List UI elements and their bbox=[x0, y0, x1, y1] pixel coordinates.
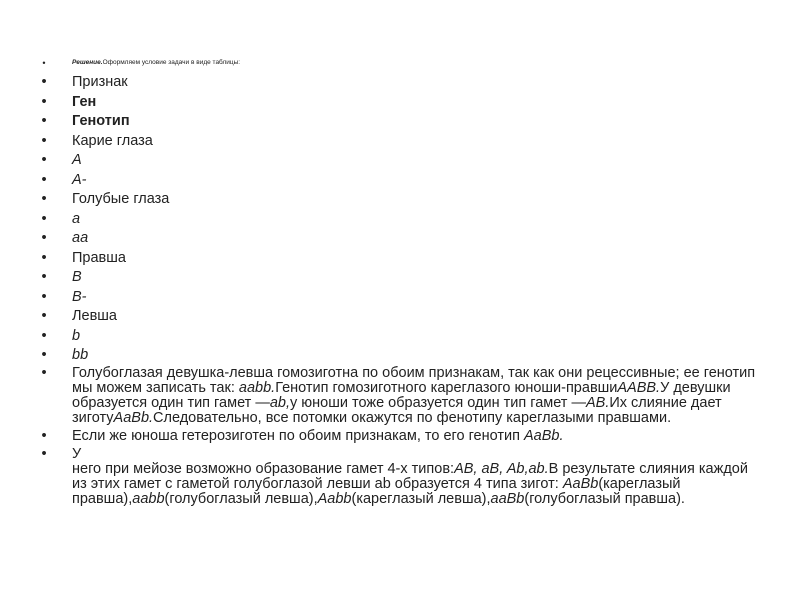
bullet-icon: • bbox=[41, 288, 47, 305]
list-item bbox=[38, 171, 758, 189]
genotype-text: AaBb bbox=[562, 475, 599, 492]
bullet-icon: • bbox=[41, 171, 47, 188]
genotype-text: AB, aB, Ab,ab. bbox=[454, 460, 549, 477]
list-item bbox=[38, 73, 758, 91]
list-item-text: A bbox=[72, 152, 82, 168]
intro-label: Решение. bbox=[72, 59, 103, 66]
list-item-text: Карие глаза bbox=[72, 132, 153, 149]
paragraph-text: Генотип гомозиготного кареглазого юноши-правши bbox=[275, 379, 618, 396]
list-item-text: a bbox=[72, 210, 81, 227]
list-item bbox=[38, 249, 758, 267]
paragraph-text: него при мейозе возможно образование гамет 4-х типов: bbox=[72, 460, 455, 477]
list-item-text: A- bbox=[72, 171, 87, 188]
bullet-icon: • bbox=[41, 445, 47, 462]
list-item-text: b bbox=[72, 327, 81, 344]
list-item bbox=[38, 190, 758, 208]
genotype-text: AABB. bbox=[617, 379, 661, 396]
list-item bbox=[38, 151, 758, 169]
list-item bbox=[38, 346, 758, 364]
paragraph-text: В результате слияния каждой из этих гамет с гаметой голубоглазой левши ab образуется 4 типа зигот: bbox=[72, 460, 748, 492]
list-item-text: Левша bbox=[72, 308, 117, 324]
genotype-text: AaBb. bbox=[524, 427, 564, 444]
genotype-text: aabb bbox=[132, 490, 165, 507]
list-item bbox=[38, 112, 758, 130]
paragraph-text: Их слияние дает зиготу bbox=[72, 394, 722, 426]
list-item bbox=[38, 327, 758, 345]
list-item bbox=[38, 307, 758, 325]
paragraph-text: (кареглазый левша), bbox=[351, 490, 491, 507]
list-item-text: Генотип bbox=[72, 113, 130, 129]
bullet-icon: • bbox=[41, 427, 47, 444]
bullet-icon: • bbox=[41, 364, 47, 381]
list-item bbox=[38, 268, 758, 286]
list-item-text: Голубые глаза bbox=[72, 191, 170, 207]
genotype-text: ab, bbox=[269, 394, 290, 411]
bullet-icon: • bbox=[41, 210, 47, 227]
paragraph-p1 bbox=[38, 366, 758, 426]
paragraph-text: (кареглазый правша), bbox=[72, 475, 681, 507]
genotype-text: aabb. bbox=[238, 379, 276, 396]
bullet-icon: • bbox=[41, 249, 47, 266]
paragraph-text: (голубоглазый левша), bbox=[164, 490, 318, 507]
genotype-text: AB. bbox=[585, 394, 610, 411]
bullet-icon: • bbox=[41, 74, 47, 90]
paragraph-text: У девушки образуется один тип гамет — bbox=[72, 379, 731, 411]
bullet-icon: • bbox=[41, 93, 47, 110]
paragraph-p3 bbox=[38, 447, 758, 507]
paragraph-p2 bbox=[38, 429, 758, 444]
bullet-icon: • bbox=[42, 58, 46, 68]
paragraph-text: Голубоглазая девушка-левша гомозиготна по обоим признакам, так как они рецессивные; ее генотип мы можем записать так: bbox=[72, 364, 756, 396]
bullet-icon: • bbox=[41, 132, 47, 149]
list-item bbox=[38, 229, 758, 247]
bullet-icon: • bbox=[41, 191, 47, 207]
list-item bbox=[38, 288, 758, 306]
bullet-icon: • bbox=[41, 152, 47, 168]
list-item-text: bb bbox=[72, 347, 89, 363]
list-item-text: Ген bbox=[72, 93, 97, 110]
list-item bbox=[38, 210, 758, 228]
intro-line bbox=[38, 57, 758, 69]
bullet-icon: • bbox=[41, 327, 47, 344]
bullet-icon: • bbox=[41, 230, 47, 246]
intro-text: Оформляем условие задачи в виде таблицы: bbox=[102, 59, 241, 66]
genotype-text: aaBb bbox=[490, 490, 525, 507]
bullet-icon: • bbox=[41, 113, 47, 129]
paragraph-text: у юноши тоже образуется один тип гамет — bbox=[290, 394, 586, 411]
list-item bbox=[38, 93, 758, 111]
bullet-icon: • bbox=[41, 308, 47, 324]
list-item-text: B bbox=[72, 269, 82, 285]
genotype-text: Aabb bbox=[317, 490, 352, 507]
paragraph-text: Следовательно, все потомки окажутся по фенотипу кареглазыми правшами. bbox=[153, 409, 672, 426]
list-item bbox=[38, 132, 758, 150]
genotype-text: AaBb. bbox=[113, 409, 154, 426]
list-item-text: Правша bbox=[72, 249, 126, 266]
bullet-icon: • bbox=[41, 347, 47, 363]
list-item-text: aa bbox=[72, 230, 89, 246]
bullet-icon: • bbox=[41, 269, 47, 285]
paragraph-text: (голубоглазый правша). bbox=[524, 490, 685, 507]
paragraph-text: Если же юноша гетерозиготен по обоим признакам, то его генотип bbox=[72, 427, 524, 444]
list-item-text: B- bbox=[72, 288, 87, 305]
solution-list bbox=[38, 57, 758, 510]
paragraph-text: У bbox=[72, 445, 82, 462]
list-item-text: Признак bbox=[72, 74, 128, 90]
